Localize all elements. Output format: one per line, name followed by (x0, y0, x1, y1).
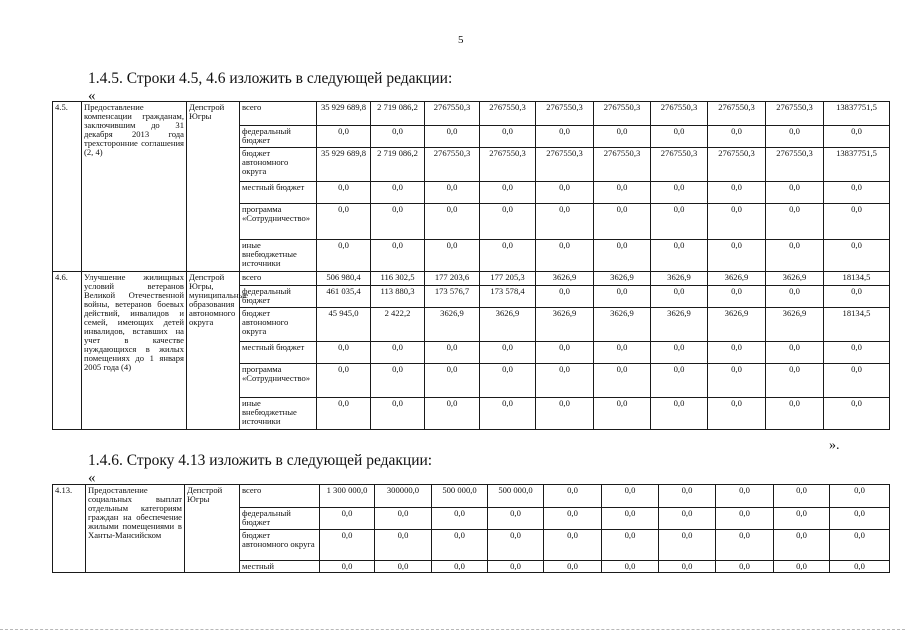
funding-value: 0,0 (594, 182, 651, 204)
funding-value: 0,0 (651, 182, 708, 204)
section-heading-2: 1.4.6. Строку 4.13 изложить в следующей редакции: (88, 452, 433, 469)
funding-value: 0,0 (602, 530, 659, 561)
funding-value: 0,0 (536, 182, 594, 204)
open-quote-1: « (88, 88, 96, 104)
funding-value: 0,0 (594, 204, 651, 240)
funding-value: 0,0 (317, 126, 371, 148)
funding-value: 0,0 (425, 126, 480, 148)
funding-value: 506 980,4 (317, 272, 371, 286)
funding-value: 0,0 (544, 485, 602, 508)
table-rows-4-5-4-6 (52, 101, 890, 430)
funding-value: 0,0 (371, 240, 425, 272)
funding-value: 0,0 (824, 182, 890, 204)
funding-value: 0,0 (708, 182, 766, 204)
funding-value: 500 000,0 (488, 485, 544, 508)
funding-value: 0,0 (536, 342, 594, 364)
funding-value: 0,0 (536, 398, 594, 430)
funding-value: 0,0 (544, 508, 602, 530)
funding-value: 173 578,4 (480, 286, 536, 308)
funding-value: 2767550,3 (480, 148, 536, 182)
funding-value: 0,0 (371, 342, 425, 364)
funding-value: 0,0 (425, 398, 480, 430)
funding-value: 2767550,3 (651, 102, 708, 126)
funding-value: 116 302,5 (371, 272, 425, 286)
funding-value: 0,0 (774, 530, 830, 561)
funding-value: 3626,9 (766, 308, 824, 342)
funding-value: 0,0 (320, 530, 375, 561)
funding-source: всего (240, 272, 317, 286)
funding-source: местный бюджет (240, 182, 317, 204)
funding-value: 2767550,3 (536, 102, 594, 126)
funding-value: 0,0 (766, 342, 824, 364)
funding-value: 0,0 (480, 204, 536, 240)
funding-source: местный бюджет (240, 342, 317, 364)
funding-value: 113 880,3 (371, 286, 425, 308)
funding-value: 0,0 (425, 364, 480, 398)
funding-value: 2767550,3 (594, 148, 651, 182)
funding-value: 0,0 (594, 342, 651, 364)
funding-value: 0,0 (766, 398, 824, 430)
funding-value: 3626,9 (766, 272, 824, 286)
funding-value: 0,0 (716, 530, 774, 561)
funding-value: 0,0 (651, 286, 708, 308)
funding-value: 0,0 (480, 126, 536, 148)
page-number: 5 (458, 34, 464, 46)
funding-value: 0,0 (830, 508, 890, 530)
funding-value: 0,0 (708, 126, 766, 148)
funding-value: 2767550,3 (651, 148, 708, 182)
funding-value: 0,0 (480, 182, 536, 204)
executor: Депстрой Югры (185, 485, 240, 573)
funding-value: 0,0 (659, 508, 716, 530)
funding-source: программа «Сотрудничество» (240, 204, 317, 240)
funding-value: 177 205,3 (480, 272, 536, 286)
funding-value: 0,0 (830, 485, 890, 508)
row-number: 4.13. (53, 485, 86, 573)
funding-value: 0,0 (371, 126, 425, 148)
measure-name: Улучшение жилищных условий ветеранов Великой Отечественной войны, ветеранов боевых действий, инвалидов и семей, имеющих детей инвалидов, вставших на учет в качестве нуждающихся в жилых помещениях до 1 января 2005 года (4) (82, 272, 187, 430)
funding-value: 0,0 (317, 182, 371, 204)
funding-value: 0,0 (651, 364, 708, 398)
funding-value: 0,0 (824, 240, 890, 272)
funding-value: 0,0 (480, 364, 536, 398)
funding-value: 0,0 (824, 126, 890, 148)
funding-value: 0,0 (708, 398, 766, 430)
funding-value: 0,0 (425, 182, 480, 204)
funding-value: 0,0 (602, 508, 659, 530)
funding-source: местный (240, 561, 320, 573)
funding-value: 0,0 (766, 240, 824, 272)
funding-value: 0,0 (432, 508, 488, 530)
funding-value: 0,0 (536, 286, 594, 308)
funding-value: 2767550,3 (425, 102, 480, 126)
funding-value: 2767550,3 (425, 148, 480, 182)
funding-value: 0,0 (317, 342, 371, 364)
funding-value: 0,0 (425, 204, 480, 240)
funding-source: всего (240, 102, 317, 126)
funding-value: 3626,9 (594, 272, 651, 286)
funding-value: 0,0 (594, 398, 651, 430)
table-row (53, 485, 890, 508)
funding-value: 0,0 (774, 561, 830, 573)
funding-value: 0,0 (651, 204, 708, 240)
funding-value: 177 203,6 (425, 272, 480, 286)
funding-value: 0,0 (425, 342, 480, 364)
funding-value: 0,0 (716, 561, 774, 573)
funding-value: 0,0 (766, 364, 824, 398)
funding-value: 0,0 (774, 508, 830, 530)
funding-value: 0,0 (480, 398, 536, 430)
funding-value: 0,0 (317, 204, 371, 240)
funding-value: 0,0 (824, 342, 890, 364)
funding-value: 300000,0 (375, 485, 432, 508)
executor: Депстрой Югры (187, 102, 240, 272)
funding-value: 0,0 (824, 398, 890, 430)
funding-value: 3626,9 (480, 308, 536, 342)
funding-source: федеральный бюджет (240, 286, 317, 308)
measure-name: Предоставление социальных выплат отдельным категориям граждан на обеспечение жилыми помещениями в Ханты-Мансийском (86, 485, 185, 573)
funding-source: бюджет автономного округа (240, 530, 320, 561)
funding-value: 2767550,3 (708, 148, 766, 182)
funding-value: 3626,9 (708, 272, 766, 286)
funding-value: 1 300 000,0 (320, 485, 375, 508)
funding-value: 2 719 086,2 (371, 102, 425, 126)
funding-value: 0,0 (651, 240, 708, 272)
funding-value: 13837751,5 (824, 148, 890, 182)
funding-source: федеральный бюджет (240, 126, 317, 148)
funding-value: 0,0 (480, 240, 536, 272)
row-number: 4.5. (53, 102, 82, 272)
funding-value: 0,0 (375, 530, 432, 561)
funding-source: всего (240, 485, 320, 508)
scan-edge-line (0, 629, 905, 630)
funding-value: 3626,9 (536, 272, 594, 286)
funding-value: 18134,5 (824, 272, 890, 286)
funding-value: 0,0 (830, 530, 890, 561)
funding-value: 0,0 (824, 286, 890, 308)
funding-value: 3626,9 (536, 308, 594, 342)
funding-value: 0,0 (659, 561, 716, 573)
section-heading-1: 1.4.5. Строки 4.5, 4.6 изложить в следующей редакции: (88, 70, 453, 87)
funding-value: 18134,5 (824, 308, 890, 342)
funding-value: 0,0 (480, 342, 536, 364)
funding-value: 0,0 (425, 240, 480, 272)
funding-value: 0,0 (317, 364, 371, 398)
funding-value: 0,0 (766, 204, 824, 240)
funding-value: 2 719 086,2 (371, 148, 425, 182)
funding-source: бюджет автономного округа (240, 308, 317, 342)
funding-value: 0,0 (824, 204, 890, 240)
funding-value: 0,0 (602, 561, 659, 573)
funding-value: 0,0 (602, 485, 659, 508)
funding-value: 2 422,2 (371, 308, 425, 342)
funding-value: 3626,9 (708, 308, 766, 342)
funding-value: 0,0 (544, 561, 602, 573)
table-row (53, 102, 890, 126)
funding-value: 0,0 (708, 342, 766, 364)
funding-value: 461 035,4 (317, 286, 371, 308)
funding-value: 2767550,3 (708, 102, 766, 126)
open-quote-2: « (88, 470, 96, 486)
funding-value: 0,0 (488, 530, 544, 561)
measure-name: Предоставление компенсации гражданам, заключившим до 31 декабря 2013 года трехсторонние соглашения (2, 4) (82, 102, 187, 272)
funding-value: 500 000,0 (432, 485, 488, 508)
funding-value: 0,0 (716, 508, 774, 530)
funding-value: 0,0 (708, 204, 766, 240)
table-row (53, 272, 890, 286)
close-quote: ». (829, 438, 840, 453)
funding-value: 0,0 (432, 561, 488, 573)
funding-value: 0,0 (594, 126, 651, 148)
funding-value: 0,0 (594, 286, 651, 308)
funding-source: бюджет автономного округа (240, 148, 317, 182)
funding-value: 0,0 (320, 561, 375, 573)
funding-value: 2767550,3 (594, 102, 651, 126)
funding-value: 0,0 (651, 398, 708, 430)
funding-value: 0,0 (432, 530, 488, 561)
funding-value: 0,0 (708, 286, 766, 308)
funding-value: 0,0 (320, 508, 375, 530)
funding-value: 3626,9 (651, 308, 708, 342)
funding-value: 0,0 (708, 240, 766, 272)
funding-value: 0,0 (830, 561, 890, 573)
funding-value: 0,0 (708, 364, 766, 398)
funding-value: 0,0 (536, 240, 594, 272)
funding-value: 0,0 (659, 485, 716, 508)
funding-value: 0,0 (824, 364, 890, 398)
row-number: 4.6. (53, 272, 82, 430)
funding-source: иные внебюджетные источники (240, 240, 317, 272)
funding-value: 0,0 (536, 126, 594, 148)
funding-value: 45 945,0 (317, 308, 371, 342)
funding-value: 0,0 (371, 204, 425, 240)
funding-value: 2767550,3 (536, 148, 594, 182)
funding-value: 0,0 (766, 126, 824, 148)
funding-value: 0,0 (488, 508, 544, 530)
funding-value: 0,0 (774, 485, 830, 508)
funding-value: 0,0 (488, 561, 544, 573)
funding-value: 0,0 (651, 342, 708, 364)
executor: Депстрой Югры, муниципальные образования автономного округа (187, 272, 240, 430)
funding-value: 0,0 (594, 364, 651, 398)
funding-value: 0,0 (766, 286, 824, 308)
funding-value: 13837751,5 (824, 102, 890, 126)
funding-value: 35 929 689,8 (317, 102, 371, 126)
table-row-4-13 (52, 484, 890, 573)
funding-source: федеральный бюджет (240, 508, 320, 530)
funding-source: иные внебюджетные источники (240, 398, 317, 430)
funding-value: 0,0 (544, 530, 602, 561)
funding-value: 3626,9 (651, 272, 708, 286)
funding-value: 0,0 (371, 364, 425, 398)
funding-value: 2767550,3 (480, 102, 536, 126)
funding-value: 0,0 (375, 508, 432, 530)
funding-value: 0,0 (317, 240, 371, 272)
funding-value: 2767550,3 (766, 148, 824, 182)
funding-value: 0,0 (317, 398, 371, 430)
funding-value: 0,0 (536, 364, 594, 398)
funding-value: 0,0 (651, 126, 708, 148)
funding-value: 0,0 (536, 204, 594, 240)
funding-value: 0,0 (375, 561, 432, 573)
funding-value: 0,0 (594, 240, 651, 272)
funding-value: 35 929 689,8 (317, 148, 371, 182)
funding-value: 173 576,7 (425, 286, 480, 308)
funding-value: 3626,9 (425, 308, 480, 342)
funding-source: программа «Сотрудничество» (240, 364, 317, 398)
funding-value: 0,0 (766, 182, 824, 204)
funding-value: 0,0 (716, 485, 774, 508)
funding-value: 2767550,3 (766, 102, 824, 126)
funding-value: 0,0 (659, 530, 716, 561)
funding-value: 3626,9 (594, 308, 651, 342)
funding-value: 0,0 (371, 398, 425, 430)
funding-value: 0,0 (371, 182, 425, 204)
